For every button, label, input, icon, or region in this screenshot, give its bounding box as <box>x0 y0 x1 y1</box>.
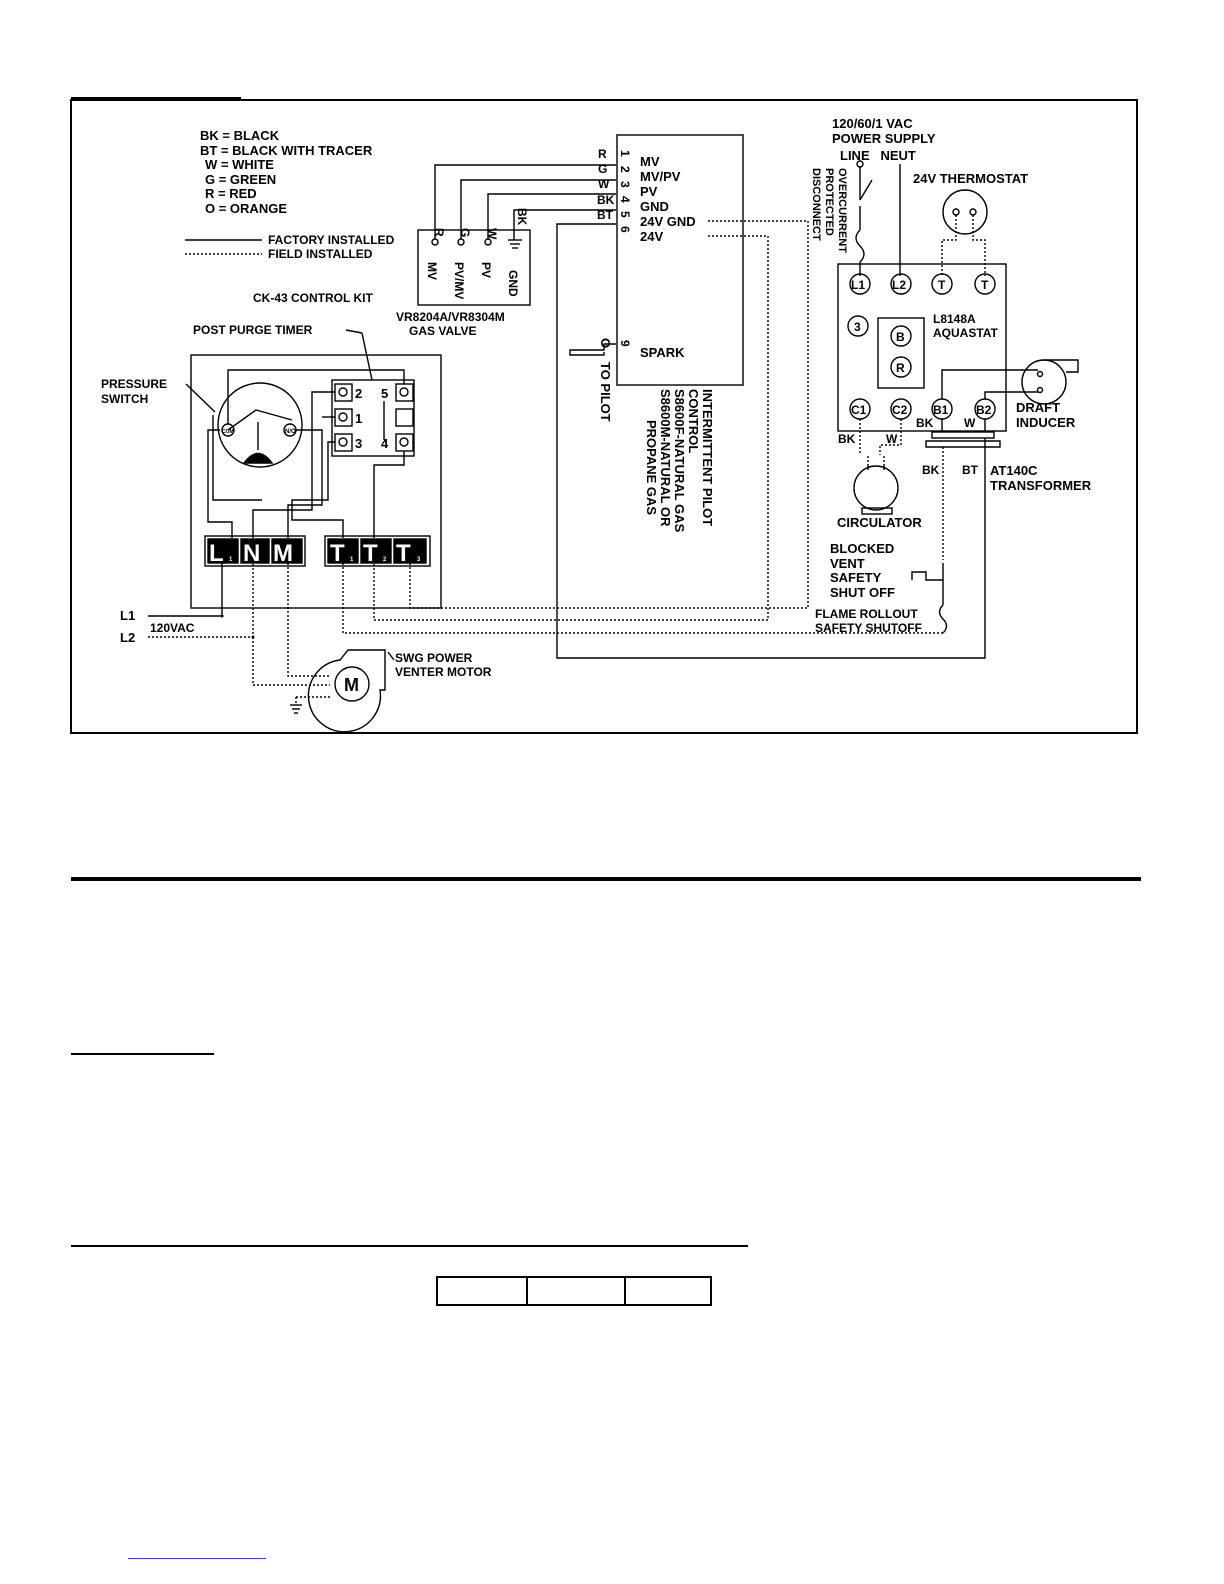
flame-rollout-label: SAFETY SHUTOFF <box>815 621 922 635</box>
vac-label: 120VAC <box>150 621 195 635</box>
timer-pin: 4 <box>381 436 389 451</box>
to-pilot-label: TO PILOT <box>598 362 613 422</box>
ignition-control-label: S8600F-NATURAL GAS <box>672 389 687 533</box>
ignition-control-label: CONTROL <box>686 389 701 454</box>
aquastat-term: L1 <box>851 278 866 292</box>
flame-rollout-label: FLAME ROLLOUT <box>815 607 918 621</box>
aquastat-wire: BK <box>916 416 934 430</box>
spark-label: SPARK <box>640 345 685 360</box>
post-purge-leader <box>346 330 362 333</box>
legend-item: G = GREEN <box>205 172 277 187</box>
aquastat-term: C1 <box>851 403 867 417</box>
heading-underline-mid <box>71 1053 214 1055</box>
legend-item: W = WHITE <box>205 157 274 172</box>
no-label: N/O <box>285 429 296 435</box>
disconnect-label: PROTECTED <box>823 168 835 236</box>
section-divider <box>71 877 1141 881</box>
heading-underline-table <box>71 1245 748 1247</box>
gas-valve-term: GND <box>506 270 520 297</box>
blank-table <box>436 1276 712 1306</box>
terminal-n: N <box>243 540 261 567</box>
gas-valve-wire: G <box>458 228 472 238</box>
draft-inducer <box>1022 360 1066 404</box>
aquastat-term: C2 <box>892 403 908 417</box>
table-cell <box>438 1278 528 1304</box>
power-supply-label: POWER SUPPLY <box>832 131 936 146</box>
terminal-t3: T <box>396 540 411 567</box>
ignition-control-label: INTERMITTENT PILOT <box>700 389 715 527</box>
control-wire: W <box>598 177 610 191</box>
gas-valve-term: PV <box>479 262 493 279</box>
footer-link-underline <box>128 1558 266 1559</box>
pin9-label: 9 <box>618 340 632 347</box>
gas-valve-term: PV/MV <box>452 262 466 300</box>
legend-item: O = ORANGE <box>205 201 287 216</box>
control-term: 24V <box>640 229 664 244</box>
timer-pin: 3 <box>355 436 363 451</box>
transformer-wire: BK <box>922 463 940 477</box>
control-wire: BT <box>597 208 613 222</box>
control-pin: 3 <box>618 181 632 188</box>
terminal-sub: 2 <box>383 557 387 563</box>
aquastat-term: L2 <box>892 278 907 292</box>
aquastat-wire: W <box>964 416 976 430</box>
gas-valve-wire: W <box>485 228 499 240</box>
gas-valve-label: VR8204A/VR8304M <box>396 310 505 324</box>
ignition-control-label: PROPANE GAS <box>644 420 659 516</box>
circulator-wire: BK <box>838 432 856 446</box>
aquastat-label: AQUASTAT <box>933 326 998 340</box>
aquastat-term: T <box>938 278 946 292</box>
post-purge-label: POST PURGE TIMER <box>193 323 313 337</box>
terminal-t2: T <box>363 540 378 567</box>
control-pin: 6 <box>618 226 632 233</box>
legend-item: R = RED <box>205 186 257 201</box>
draft-inducer-label: INDUCER <box>1016 415 1076 430</box>
legend-item: BT = BLACK WITH TRACER <box>200 143 373 158</box>
aquastat-term: B1 <box>933 403 949 417</box>
com-label: COM <box>222 429 234 435</box>
ignition-control-label: S8600M-NATURAL OR <box>658 389 673 527</box>
terminal-l: L <box>209 540 224 567</box>
gas-valve-wire: R <box>432 228 446 237</box>
gas-valve-term: MV <box>425 262 439 280</box>
transformer-label: TRANSFORMER <box>990 478 1092 493</box>
control-wire: BK <box>597 193 615 207</box>
terminal-sub: 1 <box>350 557 354 563</box>
o-wire-label: O <box>598 338 613 349</box>
control-pin: 5 <box>618 211 632 218</box>
blocked-vent-label: SAFETY <box>830 570 882 585</box>
table-cell <box>528 1278 626 1304</box>
terminal-sub: 1 <box>229 557 233 563</box>
aquastat-term: B2 <box>976 403 992 417</box>
control-wire: R <box>598 147 607 161</box>
draft-inducer-label: DRAFT <box>1016 400 1061 415</box>
control-term: MV <box>640 154 660 169</box>
blocked-vent-label: SHUT OFF <box>830 585 895 600</box>
terminal-m: M <box>273 540 293 567</box>
circulator-wire: W <box>886 432 898 446</box>
thermostat <box>943 190 987 234</box>
control-term: MV/PV <box>640 169 681 184</box>
disconnect-label: DISCONNECT <box>810 168 822 241</box>
aquastat-term: B <box>896 330 905 344</box>
pressure-switch-label: SWITCH <box>101 392 149 406</box>
terminal-sub: 3 <box>417 557 421 563</box>
transformer <box>932 432 994 438</box>
control-term: 24V GND <box>640 214 696 229</box>
timer-pin: 5 <box>381 386 389 401</box>
l2-label: L2 <box>120 630 136 645</box>
control-pin: 1 <box>618 150 632 157</box>
aquastat-term: T <box>981 278 989 292</box>
l1-label: L1 <box>120 608 136 623</box>
power-supply-label: LINE NEUT <box>840 148 916 163</box>
control-wire: G <box>598 162 608 176</box>
power-supply-label: 120/60/1 VAC <box>832 116 913 131</box>
legend-field-label: FIELD INSTALLED <box>268 247 373 261</box>
control-term: PV <box>640 184 658 199</box>
timer-pin: 2 <box>355 386 363 401</box>
control-kit-label: CK-43 CONTROL KIT <box>253 291 373 305</box>
motor-label: VENTER MOTOR <box>395 665 492 679</box>
control-pin: 4 <box>618 196 632 203</box>
circulator <box>854 466 898 510</box>
legend-factory-label: FACTORY INSTALLED <box>268 233 395 247</box>
control-term: GND <box>640 199 669 214</box>
motor-label: SWG POWER <box>395 651 473 665</box>
gas-valve-wire: BK <box>515 208 529 226</box>
blocked-vent-label: VENT <box>830 556 865 571</box>
legend-item: BK = BLACK <box>200 128 280 143</box>
table-cell <box>626 1278 710 1304</box>
circulator-label: CIRCULATOR <box>837 515 922 530</box>
aquastat-label: L8148A <box>933 312 976 326</box>
transformer-wire: BT <box>962 463 978 477</box>
motor-letter: M <box>344 675 359 695</box>
timer-pin: 1 <box>355 411 363 426</box>
gas-valve-label: GAS VALVE <box>409 324 477 338</box>
aquastat-term: 3 <box>854 320 861 334</box>
transformer-label: AT140C <box>990 463 1038 478</box>
aquastat-term: R <box>896 361 905 375</box>
disconnect-label: OVERCURRENT <box>836 168 848 253</box>
pressure-switch-label: PRESSURE <box>101 377 168 391</box>
wiring-diagram <box>0 0 1224 760</box>
thermostat-label: 24V THERMOSTAT <box>913 171 1029 186</box>
control-pin: 2 <box>618 166 632 173</box>
terminal-t1: T <box>330 540 345 567</box>
blocked-vent-label: BLOCKED <box>830 541 895 556</box>
